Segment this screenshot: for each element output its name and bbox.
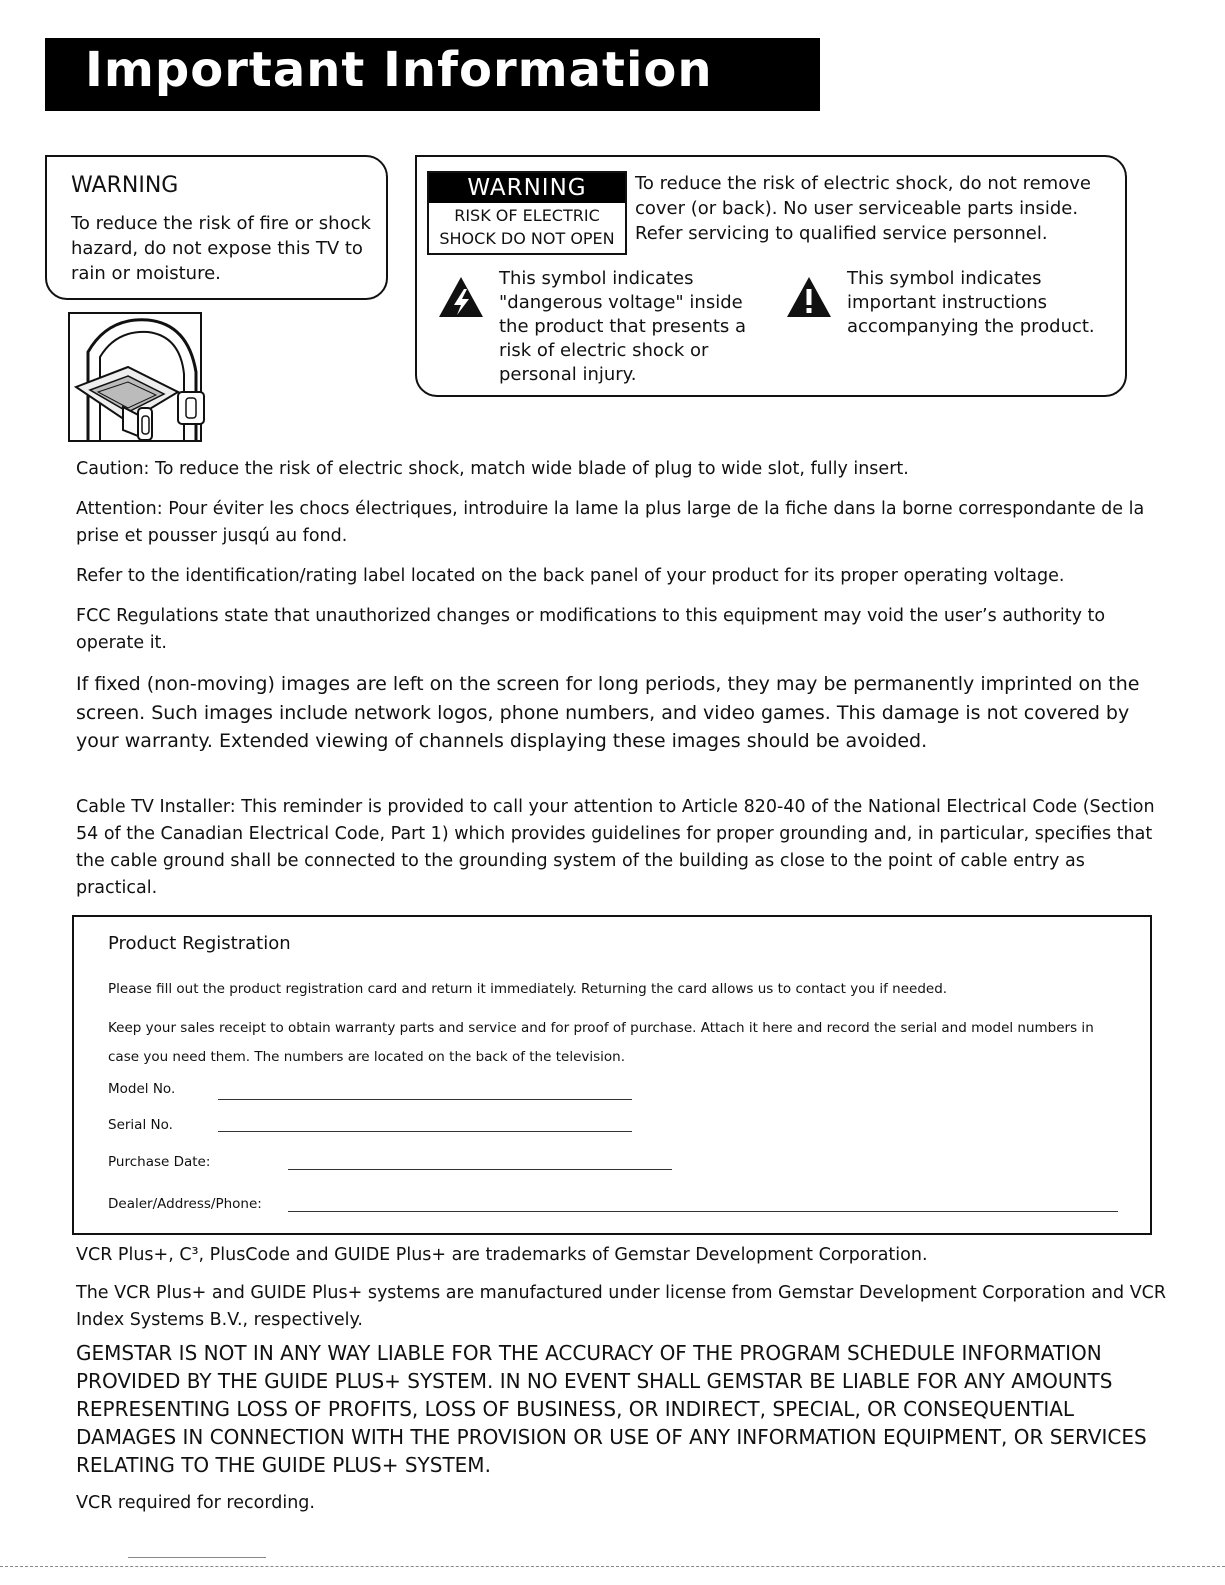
registration-instructions: Please fill out the product registration card and return it immediately. Returning the card allows us to contact you if needed.	[108, 981, 948, 997]
fire-warning-box	[45, 155, 388, 300]
warning-text: To reduce the risk of fire or shock hazard, do not expose this TV to rain or moisture.	[71, 213, 371, 284]
cable-installer-paragraph: Cable TV Installer: This reminder is provided to call your attention to Article 820-40 of the National Electrical Code (Section 54 of the Canadian Electrical Code, Part 1) which provides guidelines for proper grounding and, in particular, specifies that the cable ground shall be connected to the grounding system of the building as close to the point of cable entry as practical.	[76, 797, 1155, 898]
title-banner	[45, 38, 820, 111]
instructions-symbol-text: This symbol indicates important instructions accompanying the product.	[847, 268, 1095, 337]
serial-number-label: Serial No.	[108, 1117, 173, 1133]
vcr-note: VCR required for recording.	[76, 1493, 315, 1513]
shock-warning-text: To reduce the risk of electric shock, do not remove cover (or back). No user serviceable parts inside. Refer servicing to qualified service personnel.	[635, 173, 1091, 244]
registration-title: Product Registration	[108, 933, 291, 954]
trademarks-paragraph: VCR Plus+, C³, PlusCode and GUIDE Plus+ are trademarks of Gemstar Development Corporation.	[76, 1245, 928, 1265]
footer-tab-rule	[128, 1557, 266, 1558]
page-title: Important Information	[85, 42, 713, 98]
purchase-date-line[interactable]	[288, 1169, 672, 1170]
purchase-date-label: Purchase Date:	[108, 1154, 211, 1170]
gemstar-disclaimer: GEMSTAR IS NOT IN ANY WAY LIABLE FOR THE ACCURACY OF THE PROGRAM SCHEDULE INFORMATION PROVIDED BY THE GUIDE PLUS+ SYSTEM. IN NO EVENT SHALL GEMSTAR BE LIABLE FOR ANY AMOUNTS REPRESENTING LOSS OF PROFITS, LOSS OF BUSINESS, OR INDIRECT, SPECIAL, OR CONSEQUENTIAL DAMAGES IN CONNECTION WITH THE PROVISION OR USE OF ANY INFORMATION EQUIPMENT, OR SERVICES RELATING TO THE GUIDE PLUS+ SYSTEM.	[76, 1341, 1147, 1477]
warning-label	[427, 171, 627, 255]
footer-rule	[0, 1566, 1225, 1567]
dealer-line[interactable]	[288, 1211, 1118, 1212]
caution-paragraph: Caution: To reduce the risk of electric shock, match wide blade of plug to wide slot, fully insert.	[76, 459, 909, 479]
serial-number-line[interactable]	[218, 1131, 632, 1132]
shock-warning-box	[415, 155, 1127, 397]
polarized-plug-illustration	[68, 312, 213, 444]
product-registration-box	[72, 915, 1152, 1235]
warning-label-line1: RISK OF ELECTRIC	[454, 206, 600, 225]
voltage-symbol-text: This symbol indicates "dangerous voltage" inside the product that presents a risk of electric shock or personal injury.	[499, 268, 747, 385]
exclamation-triangle-icon	[785, 275, 833, 319]
rating-paragraph: Refer to the identification/rating label located on the back panel of your product for its proper operating voltage.	[76, 566, 1065, 586]
image-retention-paragraph: If fixed (non-moving) images are left on the screen for long periods, they may be permanently imprinted on the screen. Such images include network logos, phone numbers, and video games. This damage is not covered by your warranty. Extended viewing of channels displaying these images should be avoided.	[76, 673, 1140, 752]
attention-paragraph: Attention: Pour éviter les chocs électriques, introduire la lame la plus large de la fiche dans la borne correspondante de la prise et pousser jusqú au fond.	[76, 499, 1145, 546]
warning-label-title: WARNING	[429, 173, 625, 203]
fcc-paragraph: FCC Regulations state that unauthorized changes or modifications to this equipment may void the user’s authority to operate it.	[76, 606, 1106, 653]
registration-receipt-note: Keep your sales receipt to obtain warranty parts and service and for proof of purchase. Attach it here and record the serial and model numbers in case you need them. The numbers are located on the back of the television.	[108, 1020, 1094, 1065]
warning-heading: WARNING	[71, 173, 179, 198]
model-number-label: Model No.	[108, 1081, 176, 1097]
lightning-triangle-icon	[437, 275, 485, 319]
license-paragraph: The VCR Plus+ and GUIDE Plus+ systems are manufactured under license from Gemstar Development Corporation and VCR Index Systems B.V., respectively.	[76, 1283, 1167, 1330]
model-number-line[interactable]	[218, 1099, 632, 1100]
warning-label-line2: SHOCK DO NOT OPEN	[439, 229, 615, 248]
dealer-label: Dealer/Address/Phone:	[108, 1196, 262, 1212]
